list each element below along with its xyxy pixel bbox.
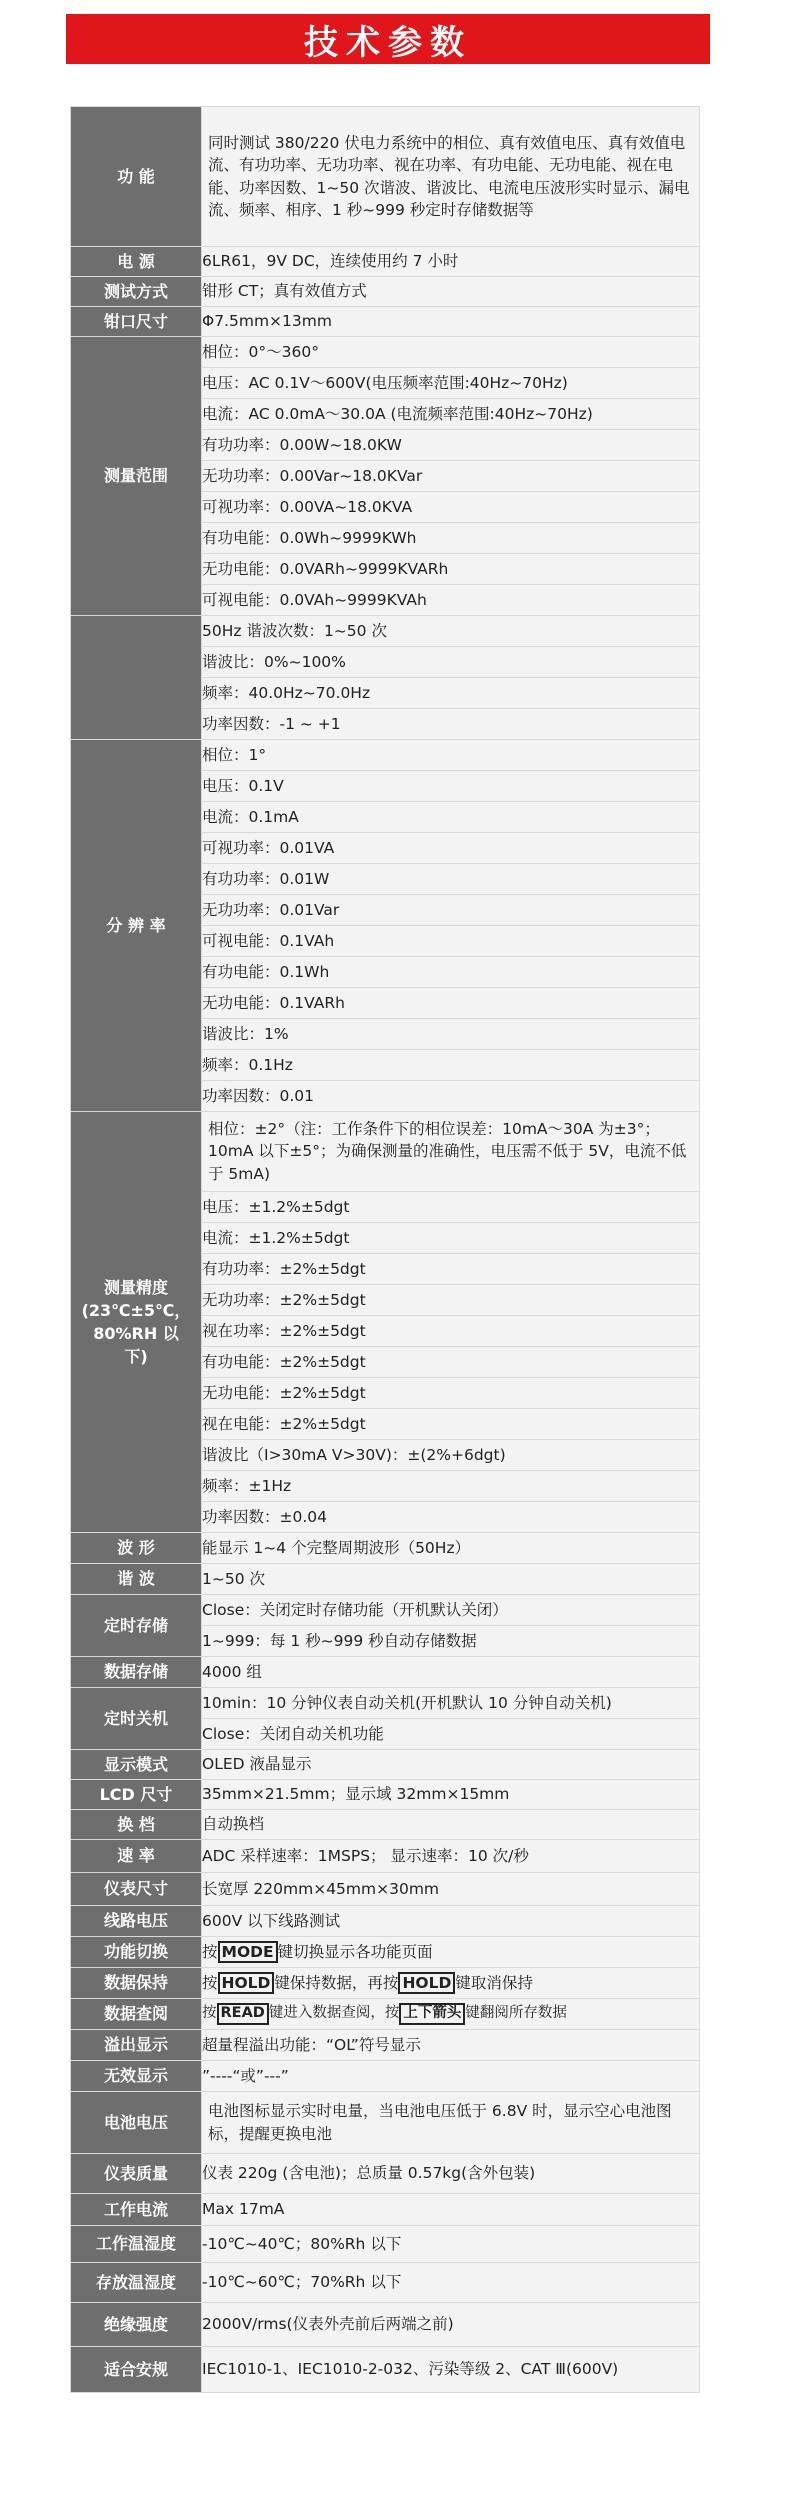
table-row (71, 616, 700, 647)
table-row (71, 1937, 700, 1968)
row-label-jaw-size: 钳口尺寸 (71, 307, 202, 337)
row-label-function: 功 能 (71, 107, 202, 247)
table-row (71, 2030, 700, 2061)
row-label-data-hold: 数据保持 (71, 1968, 202, 1999)
accuracy-item: 有功电能：±2%±5dgt (202, 1347, 700, 1378)
row-label-display-mode: 显示模式 (71, 1750, 202, 1780)
accuracy-item: 电压：±1.2%±5dgt (202, 1192, 700, 1223)
hold-key: HOLD (218, 1972, 275, 1995)
page-title: 技术参数 (66, 14, 710, 64)
range-item: 可视电能：0.0VAh~9999KVAh (202, 585, 700, 616)
row-label-lcd: LCD 尺寸 (71, 1780, 202, 1810)
accuracy-item: 无功功率：±2%±5dgt (202, 1285, 700, 1316)
row-label-harmonic: 谐 波 (71, 1564, 202, 1595)
row-value-method: 钳形 CT；真有效值方式 (202, 277, 700, 307)
text: 键进入数据查阅，按 (268, 2005, 400, 2022)
accuracy-item: 视在电能：±2%±5dgt (202, 1409, 700, 1440)
table-row (71, 2263, 700, 2303)
table-row (71, 2347, 700, 2393)
table-row (71, 1810, 700, 1840)
range-item: 电压：AC 0.1V～600V(电压频率范围:40Hz~70Hz) (202, 368, 700, 399)
row-value-rate: ADC 采样速率：1MSPS； 显示速率：10 次/秒 (202, 1840, 700, 1873)
row-label-overflow: 溢出显示 (71, 2030, 202, 2061)
text: 按 (202, 1942, 218, 1961)
row-label-range: 测量范围 (71, 337, 202, 616)
accuracy-item: 有功功率：±2%±5dgt (202, 1254, 700, 1285)
table-row (71, 277, 700, 307)
range-item: 电流：AC 0.0mA～30.0A (电流频率范围:40Hz~70Hz) (202, 399, 700, 430)
resolution-item: 无功功率：0.01Var (202, 895, 700, 926)
spec-table (70, 106, 700, 2393)
row-label-safety: 适合安规 (71, 2347, 202, 2393)
text: 按 (202, 2005, 217, 2022)
range-item: 无功电能：0.0VARh~9999KVARh (202, 554, 700, 585)
range2-item: 频率：40.0Hz~70.0Hz (202, 678, 700, 709)
row-value-data-hold (202, 1968, 700, 1999)
table-row (71, 2061, 700, 2092)
row-value-power: 6LR61，9V DC，连续使用约 7 小时 (202, 247, 700, 277)
row-value-st-temp: -10℃~60℃；70%Rh 以下 (202, 2263, 700, 2303)
text: 键翻阅所存数据 (465, 2005, 567, 2022)
row-label-func-switch: 功能切换 (71, 1937, 202, 1968)
table-row (71, 337, 700, 368)
text: 键保持数据，再按 (274, 1973, 399, 1992)
auto-off-item: 10min：10 分钟仪表自动关机(开机默认 10 分钟自动关机) (202, 1688, 700, 1719)
row-label-weight: 仪表质量 (71, 2154, 202, 2194)
row-value-op-temp: -10℃~40℃；80%Rh 以下 (202, 2226, 700, 2263)
table-row (71, 740, 700, 771)
table-row (71, 2303, 700, 2347)
accuracy-item: 相位：±2°（注：工作条件下的相位误差：10mA～30A 为±3°；10mA 以下±5°；为确保测量的准确性，电压需不低于 5V，电流不低于 5mA) (202, 1112, 700, 1192)
row-value-safety: IEC1010-1、IEC1010-2-032、污染等级 2、CAT Ⅲ(600V) (202, 2347, 700, 2393)
text: 键取消保持 (455, 1973, 533, 1992)
range-item: 相位：0°～360° (202, 337, 700, 368)
table-row (71, 2154, 700, 2194)
resolution-item: 可视功率：0.01VA (202, 833, 700, 864)
resolution-item: 有功电能：0.1Wh (202, 957, 700, 988)
timer-store-item: 1~999：每 1 秒~999 秒自动存储数据 (202, 1626, 700, 1657)
text: 按 (202, 1973, 218, 1992)
row-label-st-temp: 存放温湿度 (71, 2263, 202, 2303)
resolution-item: 有功功率：0.01W (202, 864, 700, 895)
resolution-item: 电流：0.1mA (202, 802, 700, 833)
table-row (71, 1840, 700, 1873)
table-row (71, 2226, 700, 2263)
row-label-insulation: 绝缘强度 (71, 2303, 202, 2347)
row-label-waveform: 波 形 (71, 1533, 202, 1564)
row-value-function: 同时测试 380/220 伏电力系统中的相位、真有效值电压、真有效值电流、有功功率、无功功率、视在功率、有功电能、无功电能、视在电能、功率因数、1~50 次谐波、谐波比、电流电压波形实时显示、漏电流、频率、相序、1 秒~999 秒定时存储数据等 (202, 107, 700, 247)
accuracy-item: 视在功率：±2%±5dgt (202, 1316, 700, 1347)
table-row (71, 1657, 700, 1688)
table-row (71, 307, 700, 337)
hold-key: HOLD (398, 1972, 455, 1995)
read-key: READ (217, 2003, 269, 2024)
row-label-op-temp: 工作温湿度 (71, 2226, 202, 2263)
row-label-invalid: 无效显示 (71, 2061, 202, 2092)
row-value-display-mode: OLED 液晶显示 (202, 1750, 700, 1780)
range-item: 有功电能：0.0Wh~9999KWh (202, 523, 700, 554)
table-row (71, 1112, 700, 1192)
range2-item: 50Hz 谐波次数：1~50 次 (202, 616, 700, 647)
accuracy-item: 频率：±1Hz (202, 1471, 700, 1502)
accuracy-item: 无功电能：±2%±5dgt (202, 1378, 700, 1409)
row-value-line-voltage: 600V 以下线路测试 (202, 1906, 700, 1937)
range-item: 有功功率：0.00W~18.0KW (202, 430, 700, 461)
row-value-data-query (202, 1999, 700, 2030)
row-label-current: 工作电流 (71, 2194, 202, 2226)
row-label-data-store: 数据存储 (71, 1657, 202, 1688)
row-value-insulation: 2000V/rms(仪表外壳前后两端之前) (202, 2303, 700, 2347)
row-label-range-extra (71, 616, 202, 740)
row-label-shift: 换 档 (71, 1810, 202, 1840)
table-row (71, 1750, 700, 1780)
row-label-data-query: 数据查阅 (71, 1999, 202, 2030)
row-value-waveform: 能显示 1~4 个完整周期波形（50Hz） (202, 1533, 700, 1564)
row-label-rate: 速 率 (71, 1840, 202, 1873)
table-row (71, 1595, 700, 1626)
row-label-method: 测试方式 (71, 277, 202, 307)
resolution-item: 谐波比：1% (202, 1019, 700, 1050)
resolution-item: 功率因数：0.01 (202, 1081, 700, 1112)
row-label-resolution: 分 辨 率 (71, 740, 202, 1112)
resolution-item: 相位：1° (202, 740, 700, 771)
mode-key: MODE (218, 1941, 278, 1964)
text: 键切换显示各功能页面 (277, 1942, 433, 1961)
resolution-item: 无功电能：0.1VARh (202, 988, 700, 1019)
row-value-size: 长宽厚 220mm×45mm×30mm (202, 1873, 700, 1906)
row-label-size: 仪表尺寸 (71, 1873, 202, 1906)
table-row (71, 1906, 700, 1937)
accuracy-item: 功率因数：±0.04 (202, 1502, 700, 1533)
row-label-auto-off: 定时关机 (71, 1688, 202, 1750)
range2-item: 功率因数：-1 ~ +1 (202, 709, 700, 740)
arrow-keys: 上下箭头 (399, 2003, 465, 2024)
timer-store-item: Close：关闭定时存储功能（开机默认关闭） (202, 1595, 700, 1626)
table-row (71, 247, 700, 277)
row-value-lcd: 35mm×21.5mm；显示域 32mm×15mm (202, 1780, 700, 1810)
range2-item: 谐波比：0%~100% (202, 647, 700, 678)
table-row (71, 2092, 700, 2154)
table-row (71, 1999, 700, 2030)
accuracy-item: 电流：±1.2%±5dgt (202, 1223, 700, 1254)
table-row (71, 1780, 700, 1810)
row-value-data-store: 4000 组 (202, 1657, 700, 1688)
range-item: 无功功率：0.00Var~18.0KVar (202, 461, 700, 492)
table-row (71, 107, 700, 247)
row-value-shift: 自动换档 (202, 1810, 700, 1840)
table-row (71, 2194, 700, 2226)
range-item: 可视功率：0.00VA~18.0KVA (202, 492, 700, 523)
table-row (71, 1968, 700, 1999)
resolution-item: 电压：0.1V (202, 771, 700, 802)
row-value-invalid: ”----“或”---” (202, 2061, 700, 2092)
row-value-weight: 仪表 220g (含电池)；总质量 0.57kg(含外包装) (202, 2154, 700, 2194)
accuracy-item: 谐波比（I>30mA V>30V)：±(2%+6dgt) (202, 1440, 700, 1471)
row-value-overflow: 超量程溢出功能：“OL”符号显示 (202, 2030, 700, 2061)
row-label-accuracy: 测量精度 (23℃±5℃， 80%RH 以 下) (71, 1112, 202, 1533)
row-label-battery: 电池电压 (71, 2092, 202, 2154)
row-value-func-switch (202, 1937, 700, 1968)
table-row (71, 1533, 700, 1564)
row-value-current: Max 17mA (202, 2194, 700, 2226)
table-row (71, 1564, 700, 1595)
auto-off-item: Close：关闭自动关机功能 (202, 1719, 700, 1750)
row-label-line-voltage: 线路电压 (71, 1906, 202, 1937)
row-value-harmonic: 1~50 次 (202, 1564, 700, 1595)
row-label-power: 电 源 (71, 247, 202, 277)
row-value-battery: 电池图标显示实时电量，当电池电压低于 6.8V 时，显示空心电池图标，提醒更换电池 (202, 2092, 700, 2154)
row-label-timer-store: 定时存储 (71, 1595, 202, 1657)
resolution-item: 可视电能：0.1VAh (202, 926, 700, 957)
resolution-item: 频率：0.1Hz (202, 1050, 700, 1081)
row-value-jaw-size: Φ7.5mm×13mm (202, 307, 700, 337)
table-row (71, 1873, 700, 1906)
table-row (71, 1688, 700, 1719)
